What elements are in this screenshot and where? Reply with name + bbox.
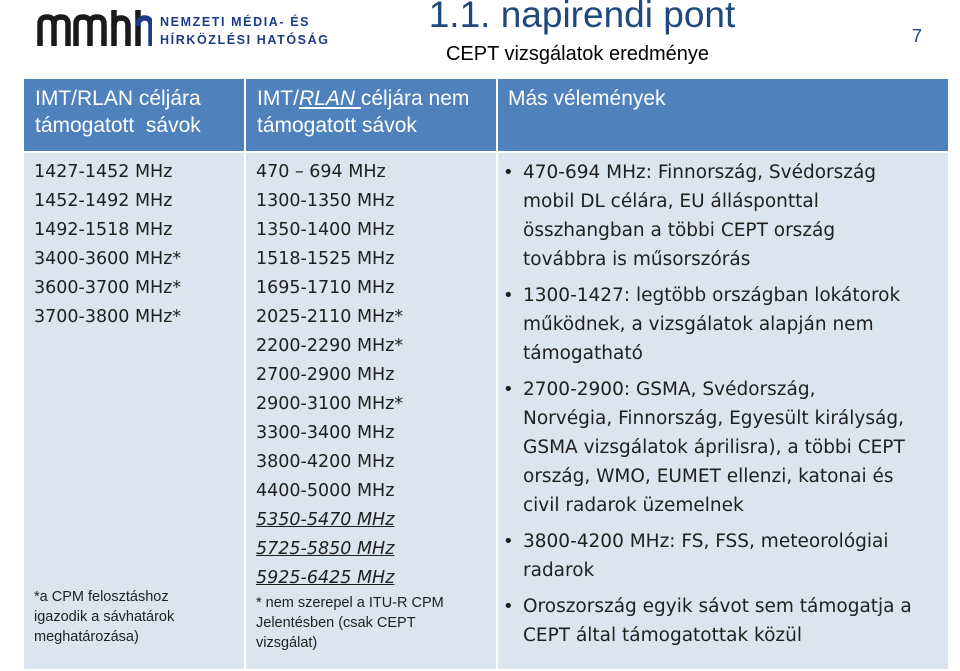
opinion-line: mobil DL célára, EU állásponttal — [523, 191, 819, 212]
band-item: 2200-2290 MHz* — [256, 336, 404, 356]
opinion-line: támogatható — [523, 343, 643, 364]
band-item: 1350-1400 MHz — [256, 220, 395, 240]
band-item-underlined: 5725-5850 MHz — [256, 539, 395, 559]
bullet-icon: • — [503, 379, 514, 400]
unsupported-footnote — [256, 593, 491, 653]
heading-rlan: RLAN — [299, 87, 361, 110]
page-subtitle: CEPT vizsgálatok eredménye — [445, 43, 710, 65]
opinion-line: 470-694 MHz: Finnország, Svédország — [523, 162, 877, 183]
supported-footnote — [34, 587, 174, 647]
opinions-list — [498, 158, 948, 650]
opinion-line: 2700-2900: GSMA, Svédország, — [523, 379, 816, 400]
band-item: 1427-1452 MHz — [34, 162, 173, 182]
band-item: 1518-1525 MHz — [256, 249, 395, 269]
band-item: 3300-3400 MHz — [256, 423, 395, 443]
column-heading-opinions-text: Más vélemények — [508, 87, 666, 110]
band-item: 2900-3100 MHz* — [256, 394, 404, 414]
opinion-line: 3800-4200 MHz: FS, FSS, meteorológiai — [523, 531, 889, 552]
bullet-icon: • — [503, 285, 514, 306]
band-item: 3700-3800 MHz* — [34, 307, 182, 327]
band-item: 3600-3700 MHz* — [34, 278, 182, 298]
unsupported-bands-cell — [246, 153, 496, 669]
opinion-line: ország, WMO, EUMET ellenzi, katonai és — [523, 466, 894, 487]
supported-bands-cell — [24, 153, 244, 669]
column-heading-not-supported-line1 — [257, 85, 486, 112]
footnote-line: Jelentésben (csak CEPT — [256, 615, 416, 631]
column-heading-not-supported-line2: támogatott sávok — [257, 114, 417, 137]
band-item: 1452-1492 MHz — [34, 191, 173, 211]
opinions-cell — [498, 153, 948, 669]
band-item: 4400-5000 MHz — [256, 481, 395, 501]
opinion-line: működnek, a vizsgálatok alapján nem — [523, 314, 874, 335]
footnote-line: meghatározása) — [34, 629, 139, 645]
opinion-line: radarok — [523, 560, 595, 581]
opinion-line: Oroszország egyik sávot sem támogatja a — [523, 596, 912, 617]
band-item: 470 – 694 MHz — [256, 162, 386, 182]
opinion-line: összhangban a többi CEPT ország — [523, 220, 836, 241]
band-item: 3800-4200 MHz — [256, 452, 395, 472]
band-item: 3400-3600 MHz* — [34, 249, 182, 269]
footnote-line: vizsgálat) — [256, 635, 318, 651]
bullet-icon: • — [503, 162, 514, 183]
bullet-icon: • — [503, 531, 514, 552]
opinion-line: továbbra is műsorszórás — [523, 249, 751, 270]
nmhh-logo-icon — [36, 6, 152, 48]
nmhh-logo — [36, 6, 330, 48]
band-item-underlined: 5925-6425 MHz — [256, 568, 395, 588]
bullet-icon: • — [503, 596, 514, 617]
band-item: 1695-1710 MHz — [256, 278, 395, 298]
opinion-line: Norvégia, Finnország, Egyesült királyság, — [523, 408, 904, 429]
footnote-line: * nem szerepel a ITU-R CPM — [256, 595, 444, 611]
column-heading-supported-line1: IMT/RLAN céljára — [35, 87, 201, 110]
band-item: 1300-1350 MHz — [256, 191, 395, 211]
column-heading-opinions — [498, 79, 948, 151]
heading-suffix: céljára nem — [360, 87, 470, 110]
band-item-underlined: 5350-5470 MHz — [256, 510, 395, 530]
column-heading-supported — [24, 79, 244, 151]
opinion-item — [498, 158, 948, 274]
page-number: 7 — [912, 26, 923, 46]
page-title: 1.1. napirendi pont — [428, 0, 736, 35]
opinion-line: civil radarok üzemelnek — [523, 495, 744, 516]
footnote-line: *a CPM felosztáshoz — [34, 589, 169, 605]
band-item: 1492-1518 MHz — [34, 220, 173, 240]
logo-text-line1: NEMZETI MÉDIA- ÉS — [160, 15, 311, 29]
opinion-line: CEPT által támogatottak közül — [523, 625, 802, 646]
band-item: 2700-2900 MHz — [256, 365, 395, 385]
opinion-line: GSMA vizsgálatok áprilisra), a többi CEPT — [523, 437, 905, 458]
heading-prefix: IMT/ — [257, 87, 299, 110]
opinion-line: 1300-1427: legtöbb országban lokátorok — [523, 285, 901, 306]
opinion-item — [498, 375, 948, 520]
column-heading-not-supported — [246, 79, 496, 151]
column-heading-supported-line2: támogatott sávok — [35, 114, 201, 137]
logo-text-line2: HÍRKÖZLÉSI HATÓSÁG — [160, 33, 330, 47]
opinion-item — [498, 281, 948, 368]
opinion-item — [498, 592, 948, 650]
opinion-item — [498, 527, 948, 585]
band-item: 2025-2110 MHz* — [256, 307, 404, 327]
footnote-line: igazodik a sávhatárok — [34, 609, 175, 625]
